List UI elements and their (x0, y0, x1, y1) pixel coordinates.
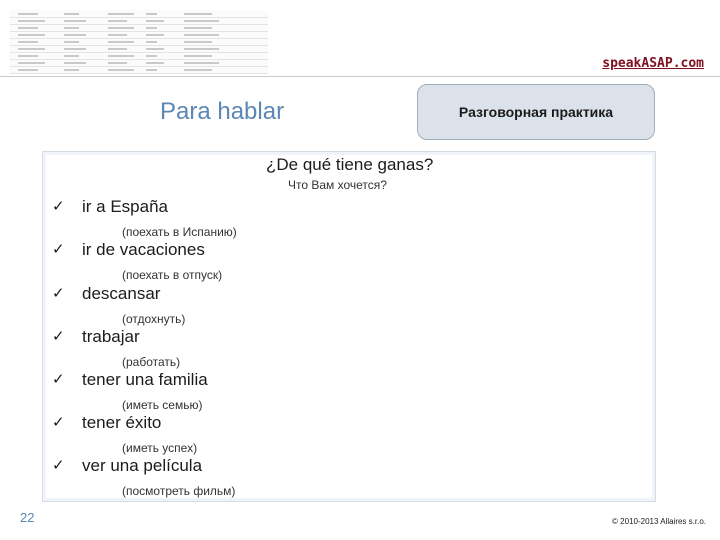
list-item-translation: (посмотреть фильм) (122, 484, 236, 498)
thumbnail-row-line (10, 45, 268, 46)
thumbnail-cell (64, 69, 79, 71)
thumbnail-cell (146, 34, 164, 36)
checkmark-icon: ✓ (52, 328, 65, 345)
header-table-thumbnail (10, 10, 268, 74)
thumbnail-cell (18, 62, 45, 64)
thumbnail-cell (108, 69, 134, 71)
thumbnail-cell (184, 41, 212, 43)
thumbnail-cell (18, 34, 45, 36)
thumbnail-cell (108, 34, 127, 36)
thumbnail-cell (18, 69, 38, 71)
thumbnail-cell (108, 13, 134, 15)
thumbnail-cell (184, 20, 219, 22)
thumbnail-row-line (10, 17, 268, 18)
thumbnail-cell (18, 27, 38, 29)
thumbnail-cell (64, 62, 86, 64)
thumbnail-cell (64, 48, 86, 50)
checkmark-icon: ✓ (52, 457, 65, 474)
thumbnail-cell (108, 48, 127, 50)
list-item-translation: (поехать в отпуск) (122, 268, 223, 282)
thumbnail-cell (18, 55, 38, 57)
thumbnail-cell (108, 55, 134, 57)
thumbnail-row-line (10, 52, 268, 53)
thumbnail-cell (146, 20, 164, 22)
thumbnail-row-line (10, 59, 268, 60)
thumbnail-cell (146, 48, 164, 50)
thumbnail-cell (108, 20, 127, 22)
list-item-text: descansar (82, 284, 161, 303)
list-item-text: tener éxito (82, 413, 162, 432)
thumbnail-cell (18, 41, 38, 43)
thumbnail-cell (108, 62, 127, 64)
thumbnail-cell (146, 41, 157, 43)
checkmark-icon: ✓ (52, 414, 65, 431)
question-heading: ¿De qué tiene ganas? (266, 155, 434, 174)
list-item-text: ir a España (82, 197, 168, 216)
brand-link[interactable]: speakASAP.com (602, 56, 704, 71)
thumbnail-cell (184, 69, 212, 71)
thumbnail-row-line (10, 31, 268, 32)
thumbnail-cell (64, 55, 79, 57)
list-item-text: trabajar (82, 327, 140, 346)
page-title: Para hablar (160, 98, 285, 125)
thumbnail-cell (184, 34, 219, 36)
thumbnail-cell (64, 41, 79, 43)
thumbnail-row-line (10, 24, 268, 25)
list-item-translation: (отдохнуть) (122, 312, 186, 326)
thumbnail-cell (146, 13, 157, 15)
thumbnail-cell (146, 55, 157, 57)
thumbnail-cell (184, 62, 219, 64)
checkmark-icon: ✓ (52, 371, 65, 388)
question-translation: Что Вам хочется? (288, 178, 387, 192)
thumbnail-cell (146, 62, 164, 64)
thumbnail-cell (184, 48, 219, 50)
list-item-text: ver una película (82, 456, 203, 475)
thumbnail-cell (64, 20, 86, 22)
list-item-translation: (иметь семью) (122, 398, 203, 412)
list-item-translation: (работать) (122, 355, 181, 369)
list-item-text: ir de vacaciones (82, 240, 205, 259)
thumbnail-row-line (10, 73, 268, 74)
thumbnail-cell (108, 27, 134, 29)
thumbnail-cell (184, 55, 212, 57)
thumbnail-row-line (10, 66, 268, 67)
thumbnail-cell (184, 13, 212, 15)
copyright-notice: © 2010-2013 Allaires s.r.o. (612, 517, 706, 526)
thumbnail-cell (146, 69, 157, 71)
checkmark-icon: ✓ (52, 285, 65, 302)
thumbnail-cell (64, 27, 79, 29)
list-item-translation: (иметь успех) (122, 441, 198, 455)
section-badge: Разговорная практика (417, 84, 655, 140)
checkmark-icon: ✓ (52, 198, 65, 215)
header-divider (0, 76, 720, 77)
thumbnail-cell (18, 48, 45, 50)
thumbnail-cell (108, 41, 134, 43)
thumbnail-cell (18, 20, 45, 22)
list-item-translation: (поехать в Испанию) (122, 225, 237, 239)
list-item-text: tener una familia (82, 370, 208, 389)
checkmark-icon: ✓ (52, 241, 65, 258)
thumbnail-cell (64, 34, 86, 36)
thumbnail-cell (64, 13, 79, 15)
thumbnail-cell (184, 27, 212, 29)
page-number: 22 (20, 510, 35, 525)
thumbnail-cell (18, 13, 38, 15)
thumbnail-cell (146, 27, 157, 29)
thumbnail-row-line (10, 38, 268, 39)
